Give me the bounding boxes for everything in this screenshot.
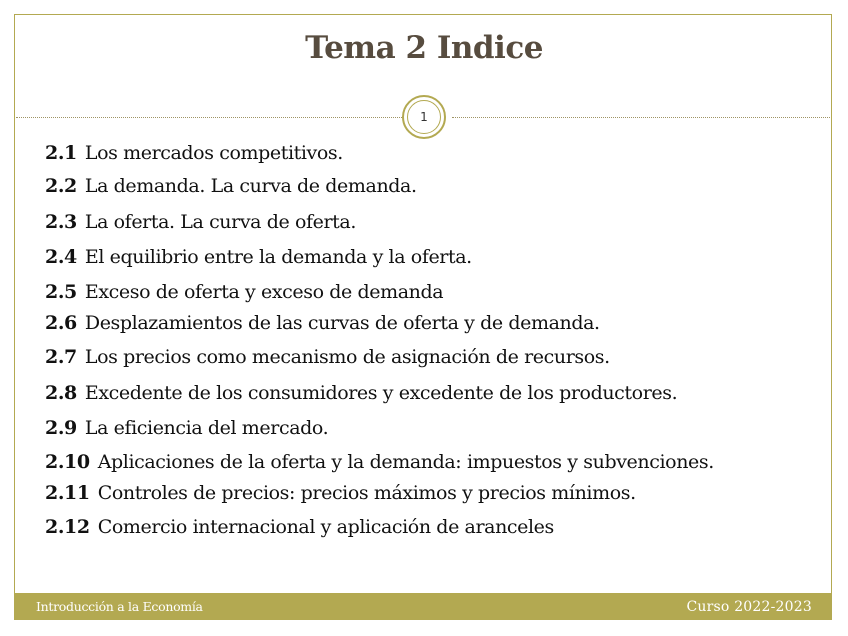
toc-item <box>45 516 554 538</box>
toc-item-number: 2.6 <box>45 312 77 334</box>
toc-item-text: Excedente de los consumidores y excedente de los productores. <box>84 382 678 404</box>
toc-item <box>45 482 636 504</box>
toc-item-number: 2.4 <box>45 246 77 268</box>
toc-item-text: Aplicaciones de la oferta y la demanda: impuestos y subvenciones. <box>97 451 714 473</box>
toc-item-text: La oferta. La curva de oferta. <box>84 211 356 233</box>
toc-item <box>45 451 714 473</box>
toc-item <box>45 142 343 164</box>
toc-item <box>45 211 356 233</box>
toc-item-number: 2.10 <box>45 451 90 473</box>
toc-item-text: Comercio internacional y aplicación de aranceles <box>97 516 554 538</box>
toc-item <box>45 281 443 303</box>
toc-item-number: 2.1 <box>45 142 77 164</box>
toc-item-number: 2.5 <box>45 281 77 303</box>
slide-footer <box>14 593 832 620</box>
toc-item-text: La eficiencia del mercado. <box>84 417 329 439</box>
toc-item-text: Los precios como mecanismo de asignación de recursos. <box>84 346 610 368</box>
toc-item <box>45 312 600 334</box>
toc-item <box>45 175 417 197</box>
divider-right <box>452 117 830 118</box>
toc-item-text: Los mercados competitivos. <box>84 142 343 164</box>
toc-item-number: 2.7 <box>45 346 77 368</box>
divider-left <box>16 117 402 118</box>
toc-item-text: Exceso de oferta y exceso de demanda <box>84 281 444 303</box>
footer-course-name: Introducción a la Economía <box>36 599 203 614</box>
slide-title: Tema 2 Indice <box>305 30 543 66</box>
toc-item-text: Controles de precios: precios máximos y precios mínimos. <box>97 482 636 504</box>
page-number-badge <box>402 95 446 139</box>
toc-item <box>45 417 328 439</box>
toc-item-number: 2.2 <box>45 175 77 197</box>
page-number: 1 <box>407 100 441 134</box>
toc-item-number: 2.12 <box>45 516 90 538</box>
footer-academic-year: Curso 2022-2023 <box>686 599 812 615</box>
toc-item <box>45 346 610 368</box>
toc-item-number: 2.9 <box>45 417 77 439</box>
toc-item-text: El equilibrio entre la demanda y la oferta. <box>84 246 472 268</box>
toc-item-text: La demanda. La curva de demanda. <box>84 175 417 197</box>
toc-item-text: Desplazamientos de las curvas de oferta y de demanda. <box>84 312 600 334</box>
toc-item <box>45 246 472 268</box>
toc-item-number: 2.11 <box>45 482 90 504</box>
toc-item-number: 2.8 <box>45 382 77 404</box>
toc-item-number: 2.3 <box>45 211 77 233</box>
toc-item <box>45 382 677 404</box>
